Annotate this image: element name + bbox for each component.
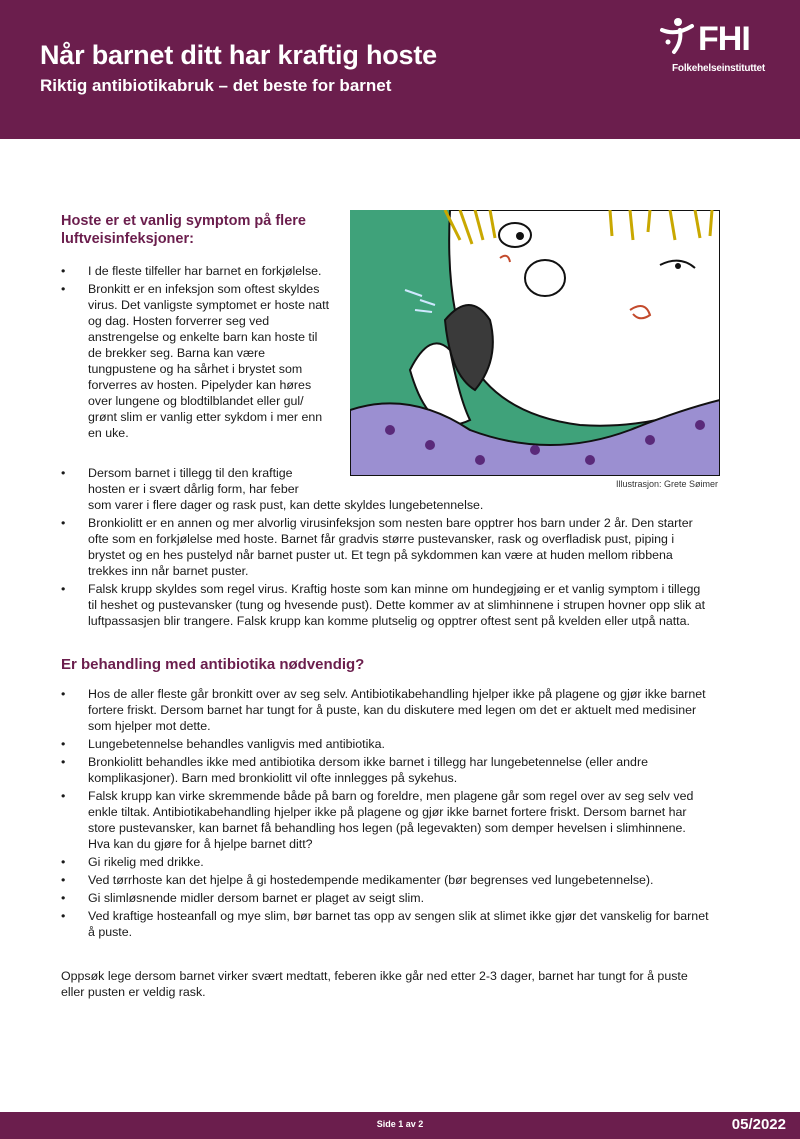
section2-list	[61, 686, 711, 942]
closing-paragraph: Oppsøk lege dersom barnet virker svært medtatt, feberen ikke går ned etter 2-3 dager, barnet har tungt for å puste eller pusten er veldig rask.	[61, 969, 688, 999]
fhi-figure-icon	[658, 16, 702, 56]
page-number: Side 1 av 2	[376, 1119, 424, 1129]
illustration-credit: Illustrasjon: Grete Søimer	[615, 479, 718, 489]
list-item: • Bronkiolitt er en annen og mer alvorlig virusinfeksjon som nesten bare opptrer hos barn under 2 år. Den starter ofte som en forkjølelse med hoste. Barnet får gradvis større pustevansker, rask og overfladisk pust, piping i brystet og en hes pustelyd når barnet puster ut. Et tegn på sykdommen kan være at huden mellom ribbena trekkes inn når barnet puster.	[61, 515, 711, 579]
list-item: • Bronkitt er en infeksjon som oftest skyldes virus. Det vanligste symptomet er hoste natt og dag. Hosten forverrer seg ved anstrengelse og enkelte barn kan hoste til de brekker seg. Barna kan være tungpustene og ha sårhet i brystet som forverres av hosten. Pipelyder kan høres over lungene og blodtilblandet eller gul/ grønt slim er vanlig etter sykdom i mer enn en uke.	[61, 281, 331, 441]
list-item: • I de fleste tilfeller har barnet en forkjølelse.	[61, 263, 331, 279]
publication-date: 05/2022	[731, 1116, 786, 1133]
section2-heading: Er behandling med antibiotika nødvendig?	[61, 656, 365, 673]
page-subtitle: Riktig antibiotikabruk – det beste for barnet	[40, 76, 392, 95]
list-item: • Bronkiolitt behandles ikke med antibiotika dersom ikke barnet i tillegg har lungebetennelse (eller andre komplikasjoner). Barn med bronkiolitt vil ofte innlegges på sykehus.	[61, 754, 711, 786]
list-item: • Falsk krupp kan virke skremmende både på barn og foreldre, men plagene går som regel over av seg selv ved enkle tiltak. Antibiotikabehandling hjelper ikke på plagene og gjør ikke barnet fortere friskt. Dersom barnet har store pustevansker, kan barnet få behandling hos legen (på legevakten) som demper hevelsen i slimhinnene. Hva kan du gjøre for å hjelpe barnet ditt?	[61, 788, 711, 852]
list-item: • Falsk krupp skyldes som regel virus. Kraftig hoste som kan minne om hundegjøing er et vanlig symptom i tillegg til heshet og pustevansker (tung og hvesende pust). Dette kommer av at slimhinnene i strupen hovner opp slik at luftpassasjen blir trangere. Falsk krupp kan komme plutselig og opptrer oftest sent på kvelden eller utpå natta.	[61, 581, 711, 629]
coughing-child-illustration	[350, 210, 720, 476]
logo-text: FHI	[698, 20, 750, 58]
section1-list-wide	[61, 515, 711, 631]
section1-list	[61, 263, 331, 443]
list-item: • Ved kraftige hosteanfall og mye slim, bør barnet tas opp av sengen slik at slimet ikke gjør det vanskelig for barnet å puste.	[61, 908, 711, 940]
fhi-logo	[658, 16, 768, 82]
bullet: •	[61, 466, 66, 480]
list-item-text-part2: som varer i flere dager og rask pust, kan dette skyldes lungebetennelse.	[88, 498, 484, 512]
section1-heading: Hoste er et vanlig symptom på flere luftveisinfeksjoner:	[61, 213, 306, 247]
list-item-text-part1: Dersom barnet i tillegg til den kraftige hosten er i svært dårlig form, har feber	[88, 466, 299, 496]
list-item: • Ved tørrhoste kan det hjelpe å gi hostedempende medikamenter (bør begrenses ved lungebetennelse).	[61, 872, 711, 888]
header-banner	[0, 0, 800, 139]
list-item: • Gi slimløsnende midler dersom barnet er plaget av seigt slim.	[61, 890, 711, 906]
page-title: Når barnet ditt har kraftig hoste	[40, 40, 437, 70]
logo-org: Folkehelseinstituttet	[672, 63, 766, 74]
footer-bar	[0, 1112, 800, 1139]
list-item: • Lungebetennelse behandles vanligvis med antibiotika.	[61, 736, 711, 752]
list-item: • Hos de aller fleste går bronkitt over av seg selv. Antibiotikabehandling hjelper ikke på plagene og gjør ikke barnet fortere friskt. Dersom barnet har tungt for å puste, kan du diskutere med legen om det er aktuelt med medisiner som hjelper mot dette.	[61, 686, 711, 734]
list-item: • Gi rikelig med drikke.	[61, 854, 711, 870]
